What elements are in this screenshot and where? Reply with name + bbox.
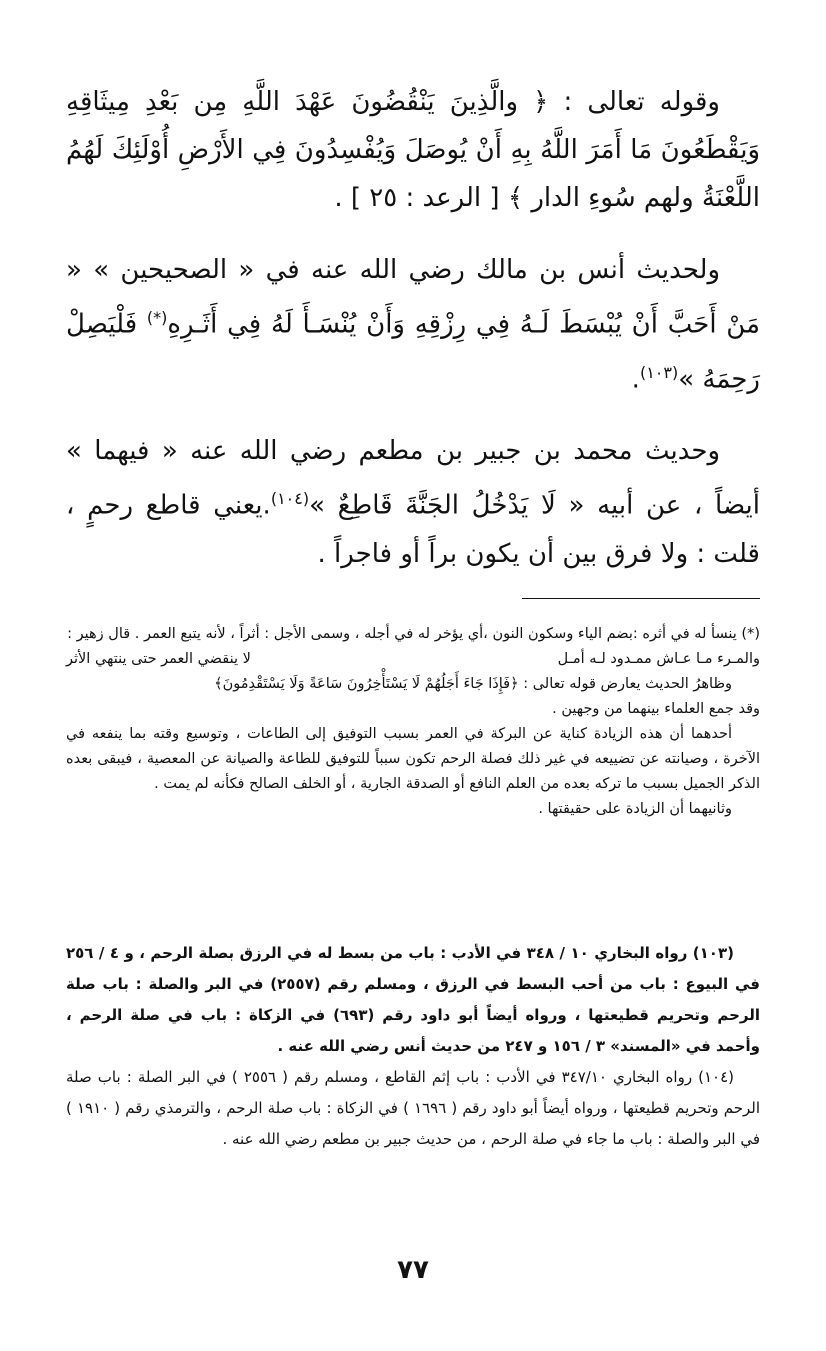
poem-second-hemistich: لا ينقضي العمر حتى ينتهي الأثر [66, 651, 251, 667]
star-note-text: (*) ينسأ له في أثره :بضم الياء وسكون النون ،أي يؤخر له في أجله ، وسمى الأجل : أثراً ، لأنه يتبع العمر . قال زهير : [67, 626, 760, 642]
quran-verse: ﴿ والَّذِينَ يَنْقُضُونَ عَهْدَ اللَّهِ مِن بَعْدِ مِيثَاقِهِ وَيَقْطَعُونَ مَا أَمَرَ اللَّهُ بِهِ أَنْ يُوصَلَ وَيُفْسِدُونَ فِي الأَرْضِ أُوْلَئِكَ لَهُمُ اللَّعْنَةُ ولهم سُوءِ الدار ﴾ [66, 87, 760, 213]
poem-verse [66, 647, 760, 672]
paragraph-hadith-jubair [66, 427, 760, 578]
intro-text: وقوله تعالى : [548, 87, 720, 117]
main-text [66, 78, 760, 602]
poem-first-hemistich: والمـرء مـا عـاش ممـدود لـه أمـل [557, 651, 760, 667]
page-number: ٧٧ [397, 1255, 429, 1285]
first-view-text: أحدهما أن هذه الزيادة كناية عن البركة في العمر بسبب التوفيق إلى الطاعات ، وتوسيع وقته بما ينفعه في الآخرة ، وصيانته عن تضييعه في غير ذلك فصلة الرحم تكون سبباً للتوفيق للطاعة والصيانة عن المعصية ، فيبقى بعده الذكر الجميل بسبب ما تركه بعده من العلم النافع أو الصدقة الجارية ، أو الخلف الصالح فكأنه لم يمت . [66, 726, 760, 792]
footnote-references [66, 938, 760, 1155]
footnote-marker-103: (١٠٣) [639, 362, 679, 382]
reference-103: (١٠٣) رواه البخاري ١٠ / ٣٤٨ في الأدب : باب من بسط له في الرزق بصلة الرحم ، و ٤ / ٢٥٦ في البيوع : باب من أحب البسط في الرزق ، ومسلم رقم (٢٥٥٧) في البر والصلة : باب صلة الرحم وتحريم قطيعتها ، ورواه أيضاً أبو داود رقم (٦٩٣) في الزكاة : باب في صلة الرحم ، وأحمد في «المسند» ٣ / ١٥٦ و ٢٤٧ من حديث أنس رضي الله عنه . [66, 944, 760, 1055]
footnote-star [66, 622, 760, 822]
footnote-separator [522, 598, 760, 599]
intro-text: وحديث محمد بن جبير بن مطعم رضي الله عنه « فيهما » أيضاً ، عن أبيه [66, 436, 760, 521]
hadith-text: « مَنْ أَحَبَّ أَنْ يُبْسَطَ لَـهُ فِي رِزْقِهِ وَأَنْ يُنْسَـأَ لَهُ فِي أَثَـرِهِ [66, 255, 760, 340]
apparent-meaning-text: وظاهرُ الحديث يعارض قوله تعالى : ﴿فَإِذَا جَاءَ أَجَلُهُمْ لَا يَسْتَأْخِرُونَ سَاعَةً وَلَا يَسْتَقْدِمُونَ﴾ [214, 676, 732, 692]
footnote-marker-104: (١٠٤) [270, 489, 310, 509]
commentary-text: .يعني قاطع رحمٍ ، قلت : ولا فرق بين أن يكون براً أو فاجراً . [66, 490, 760, 569]
hadith-text-end: فَلْيَصِلْ رَحِمَهُ » [66, 309, 760, 395]
footnote-star-marker: (*) [146, 308, 168, 327]
paragraph-quran-verse [66, 78, 760, 222]
intro-text: ولحديث أنس بن مالك رضي الله عنه في « الصحيحين » [81, 255, 720, 285]
reconcile-text: وقد جمع العلماء بينهما من وجهين . [552, 701, 760, 717]
hadith-text: « لَا يَدْخُلُ الجَنَّةَ قَاطِعٌ » [309, 490, 585, 521]
verse-citation: [ الرعد : ٢٥ ] . [334, 183, 508, 213]
paragraph-hadith-anas [66, 246, 760, 403]
reference-104: (١٠٤) رواه البخاري ٣٤٧/١٠ في الأدب : باب إثم القاطع ، ومسلم رقم ( ٢٥٥٦ ) في البر الصلة : باب صلة الرحم وتحريم قطيعتها ، ورواه أيضاً أبو داود رقم ( ١٦٩٦ ) في الزكاة : باب صلة الرحم ، والترمذي رقم ( ١٩١٠ ) في البر والصلة : باب ما جاء في صلة الرحم ، من حديث جبير بن مطعم رضي الله عنه . [66, 1068, 760, 1148]
sentence-end: . [631, 364, 640, 395]
second-view-text: وثانيهما أن الزيادة على حقيقتها . [538, 801, 732, 817]
